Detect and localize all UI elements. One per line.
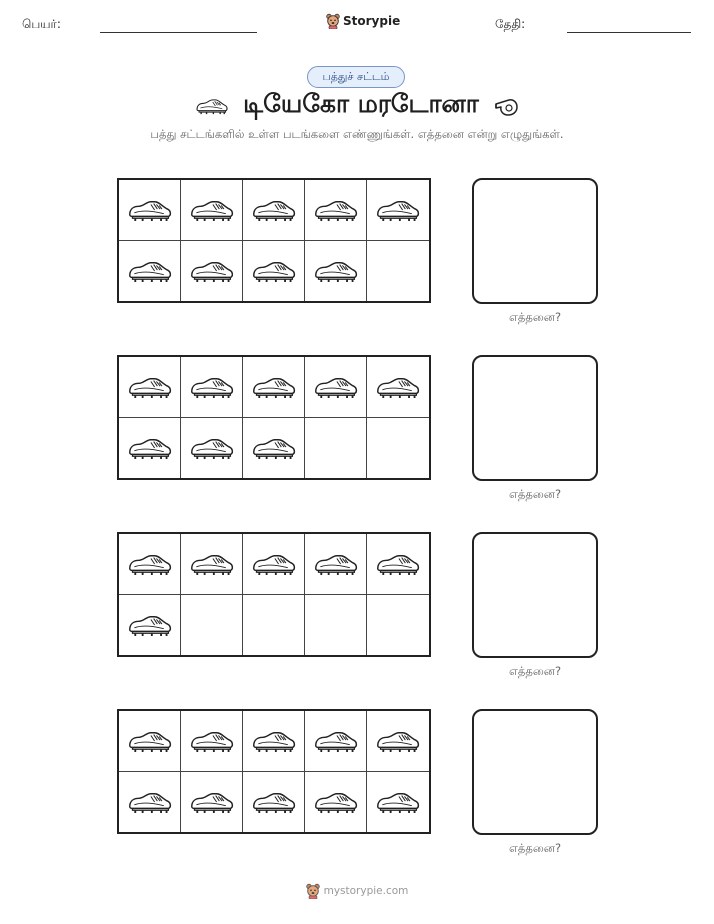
title-row: [0, 89, 714, 122]
frame-cell: [243, 711, 305, 772]
date-line[interactable]: [567, 32, 691, 33]
instructions: பத்து சட்டங்களில் உள்ள படங்களை எண்ணுங்கள். எத்தனை என்று எழுதுங்கள்.: [150, 127, 564, 141]
frame-cell: [181, 595, 243, 656]
frame-cell: [119, 711, 181, 772]
date-label: தேதி:: [495, 17, 526, 31]
frame-cell: [367, 180, 429, 241]
soccer-cleat-icon: [251, 551, 297, 577]
soccer-cleat-icon: [127, 374, 173, 400]
ten-frame-4: [117, 709, 431, 834]
frame-cell: [305, 357, 367, 418]
soccer-cleat-icon: [189, 789, 235, 815]
soccer-cleat-icon: [375, 551, 421, 577]
soccer-cleat-icon: [251, 435, 297, 461]
frame-cell: [243, 595, 305, 656]
soccer-cleat-icon: [189, 728, 235, 754]
answer-box-4[interactable]: [472, 709, 598, 835]
soccer-cleat-icon: [313, 789, 359, 815]
soccer-cleat-icon: [375, 789, 421, 815]
soccer-cleat-icon: [251, 197, 297, 223]
soccer-cleat-icon: [251, 728, 297, 754]
soccer-cleat-icon: [127, 728, 173, 754]
frame-cell: [367, 241, 429, 302]
frame-cell: [119, 357, 181, 418]
answer-label-4: எத்தனை?: [508, 841, 562, 855]
soccer-cleat-icon: [375, 374, 421, 400]
soccer-cleat-icon: [251, 789, 297, 815]
frame-cell: [119, 534, 181, 595]
soccer-cleat-icon: [189, 197, 235, 223]
soccer-cleat-icon: [127, 789, 173, 815]
bear-icon: [306, 883, 320, 899]
soccer-cleat-icon: [127, 197, 173, 223]
answer-box-3[interactable]: [472, 532, 598, 658]
answer-box-2[interactable]: [472, 355, 598, 481]
frame-cell: [181, 534, 243, 595]
soccer-cleat-icon: [251, 258, 297, 284]
frame-cell: [367, 534, 429, 595]
frame-cell: [367, 418, 429, 479]
footer: [0, 883, 714, 899]
soccer-cleat-icon: [313, 374, 359, 400]
frame-cell: [305, 180, 367, 241]
name-line[interactable]: [100, 32, 257, 33]
frame-cell: [119, 772, 181, 833]
answer-box-1[interactable]: [472, 178, 598, 304]
frame-cell: [181, 180, 243, 241]
page-title: டியேகோ மரடோனா: [243, 89, 479, 118]
frame-cell: [367, 595, 429, 656]
soccer-cleat-icon: [313, 197, 359, 223]
soccer-cleat-icon: [127, 551, 173, 577]
soccer-cleat-icon: [313, 728, 359, 754]
name-label: பெயர்:: [22, 17, 61, 31]
ten-frame-1: [117, 178, 431, 303]
topic-badge: பத்துச் சட்டம்: [307, 66, 405, 88]
brand-logo: [326, 13, 400, 29]
frame-cell: [243, 241, 305, 302]
soccer-cleat-icon: [251, 374, 297, 400]
frame-cell: [305, 534, 367, 595]
soccer-cleat-icon: [375, 197, 421, 223]
frame-cell: [181, 711, 243, 772]
ten-frame-2: [117, 355, 431, 480]
soccer-cleat-icon: [189, 258, 235, 284]
frame-cell: [305, 595, 367, 656]
soccer-cleat-icon: [189, 374, 235, 400]
soccer-cleat-icon: [375, 728, 421, 754]
soccer-cleat-icon: [195, 95, 229, 117]
frame-cell: [243, 534, 305, 595]
frame-cell: [181, 772, 243, 833]
frame-cell: [305, 418, 367, 479]
soccer-cleat-icon: [127, 435, 173, 461]
frame-cell: [367, 357, 429, 418]
frame-cell: [305, 772, 367, 833]
frame-cell: [367, 711, 429, 772]
frame-cell: [243, 772, 305, 833]
whistle-icon: [493, 94, 519, 118]
frame-cell: [119, 595, 181, 656]
frame-cell: [305, 711, 367, 772]
soccer-cleat-icon: [313, 551, 359, 577]
soccer-cleat-icon: [127, 258, 173, 284]
soccer-cleat-icon: [127, 612, 173, 638]
bear-icon: [326, 13, 340, 29]
frame-cell: [181, 241, 243, 302]
soccer-cleat-icon: [189, 551, 235, 577]
answer-label-2: எத்தனை?: [508, 487, 562, 501]
frame-cell: [181, 418, 243, 479]
answer-label-3: எத்தனை?: [508, 664, 562, 678]
answer-label-1: எத்தனை?: [508, 310, 562, 324]
footer-url[interactable]: mystorypie.com: [323, 885, 409, 897]
frame-cell: [119, 180, 181, 241]
frame-cell: [243, 418, 305, 479]
brand-name: Storypie: [343, 14, 401, 28]
soccer-cleat-icon: [189, 435, 235, 461]
frame-cell: [243, 357, 305, 418]
frame-cell: [305, 241, 367, 302]
soccer-cleat-icon: [313, 258, 359, 284]
frame-cell: [367, 772, 429, 833]
frame-cell: [119, 241, 181, 302]
frame-cell: [119, 418, 181, 479]
ten-frame-3: [117, 532, 431, 657]
frame-cell: [243, 180, 305, 241]
frame-cell: [181, 357, 243, 418]
